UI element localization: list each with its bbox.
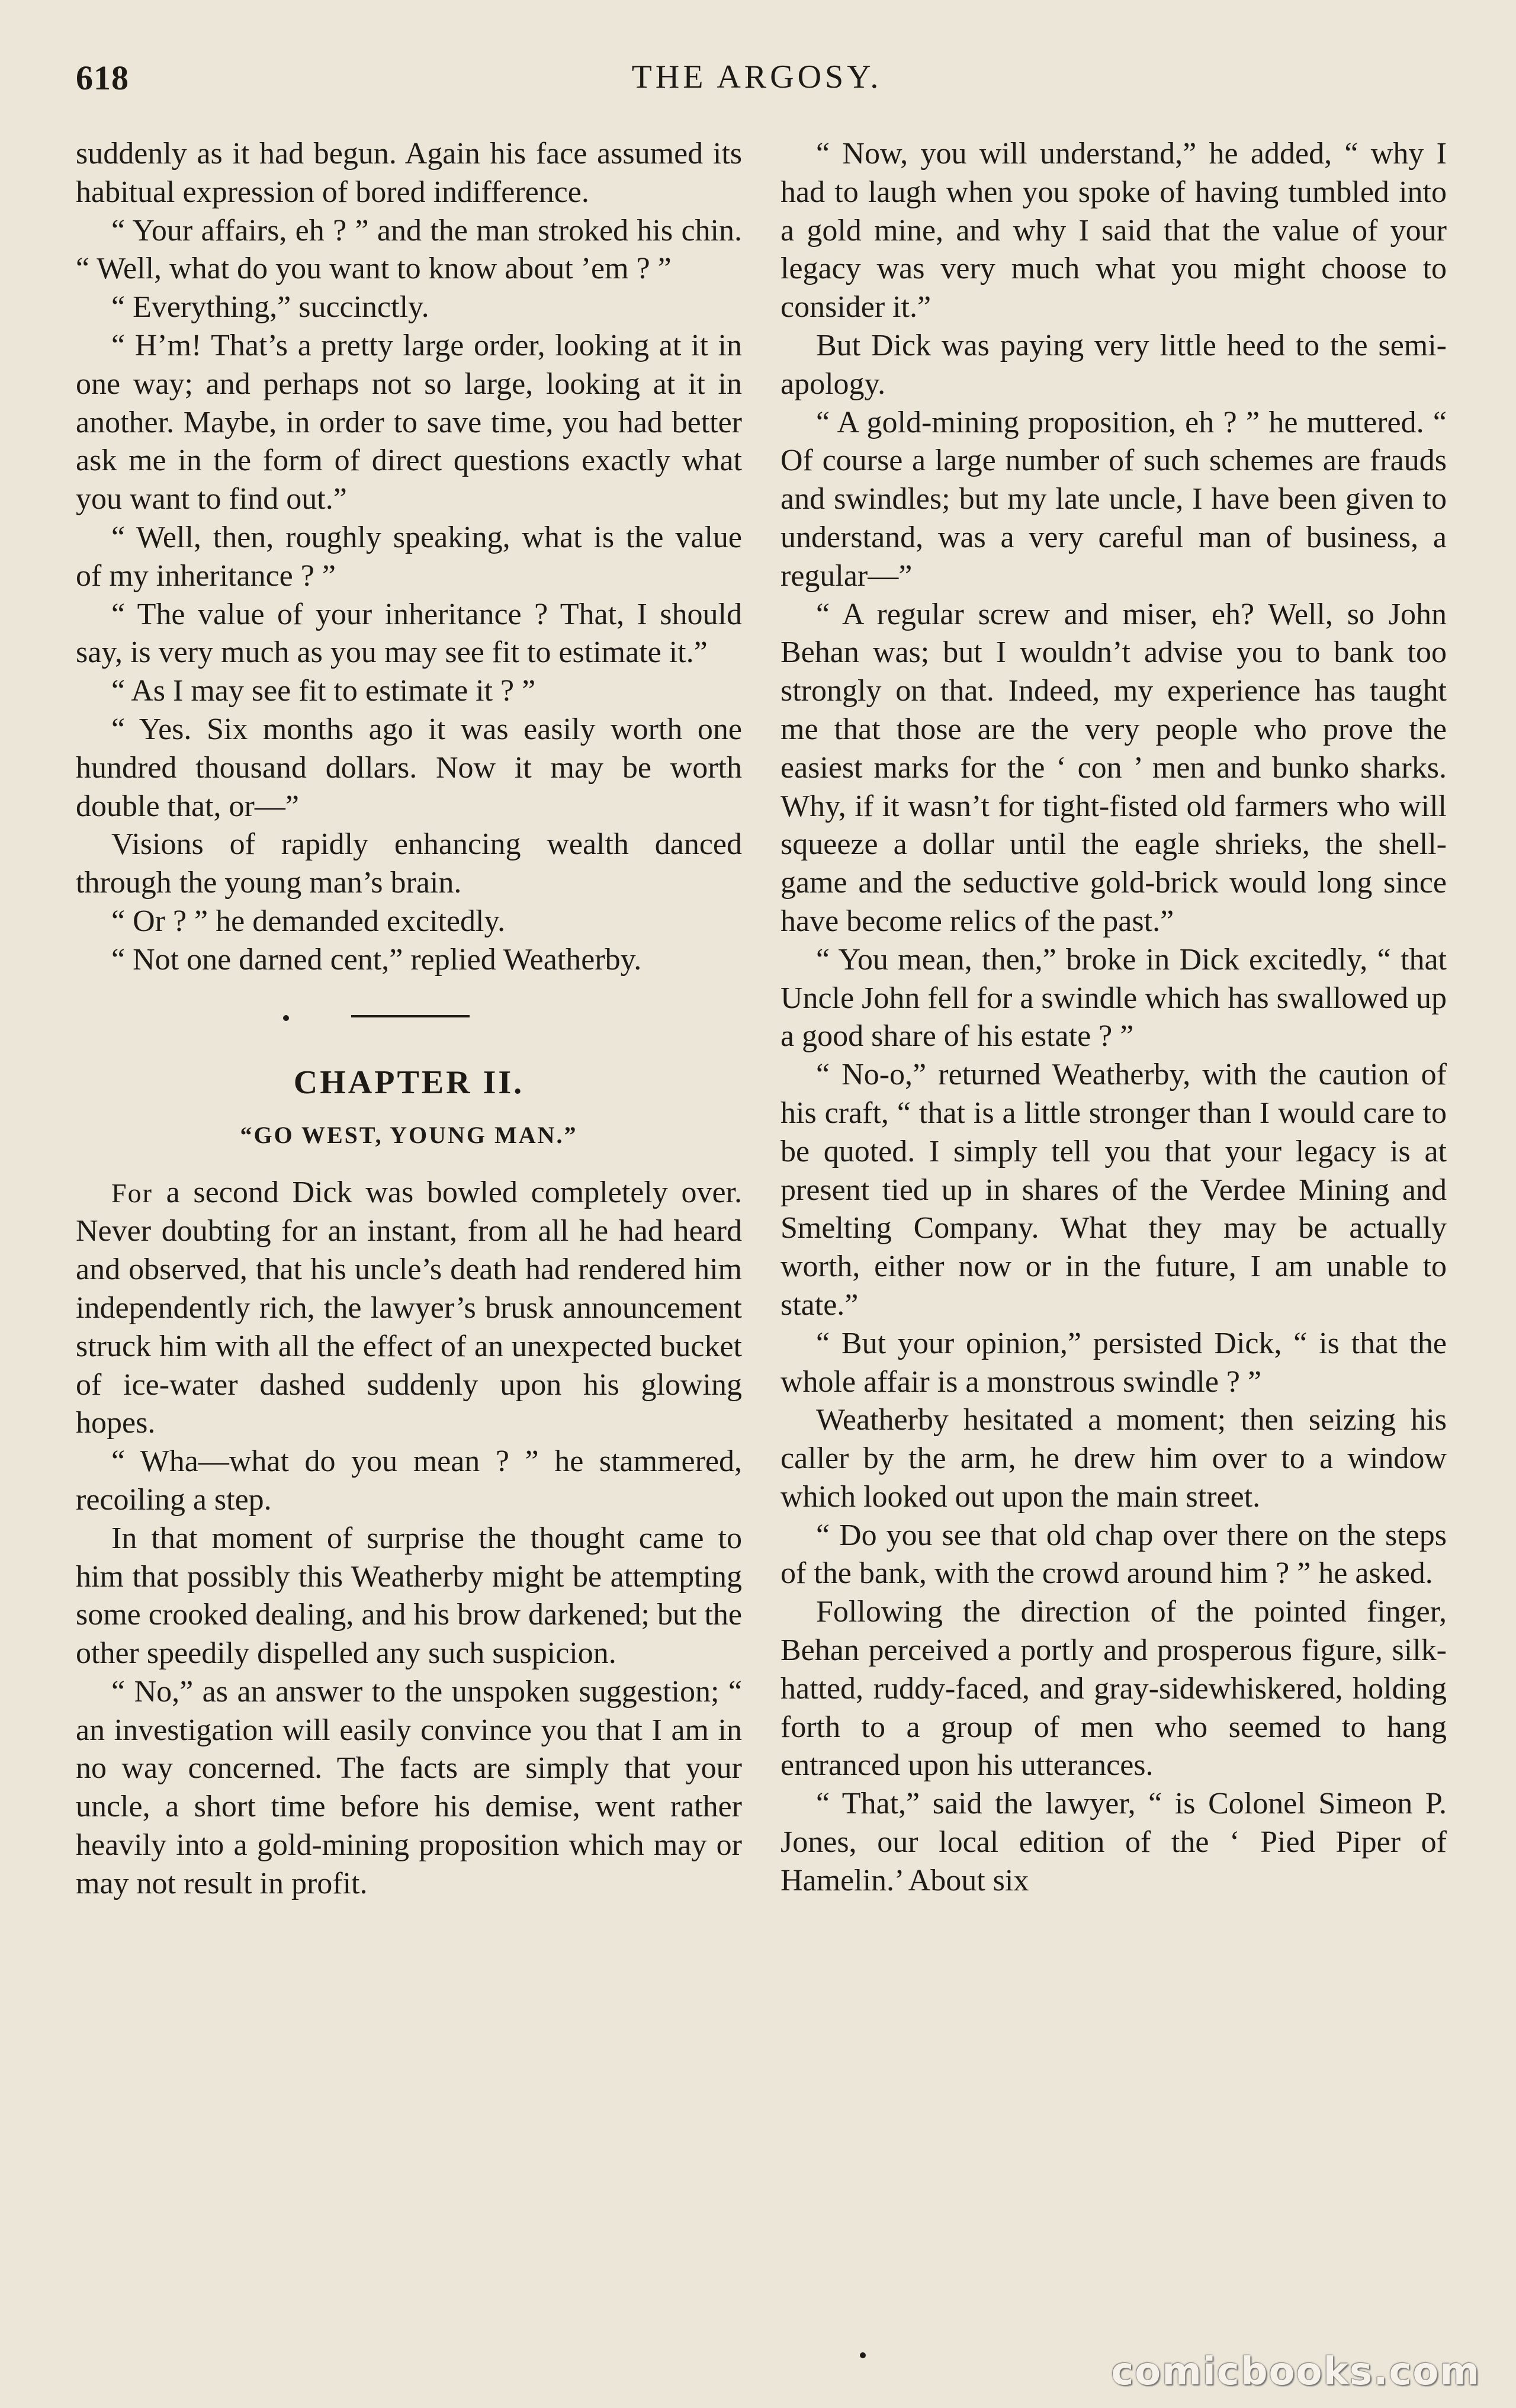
paragraph: “ H’m! That’s a pretty large order, looking at it in one way; and perhaps not so large, looking at it in another. Maybe, in order to save time, you had better ask me in the form of direct questions exactly what you want to find out.” bbox=[76, 328, 742, 516]
left-column bbox=[76, 135, 742, 1903]
paragraph: In that moment of surprise the thought came to him that possibly this Weatherby might be attempting some crooked dealing, and his brow darkened; but the other speedily dispelled any such suspicion. bbox=[76, 1521, 742, 1671]
paragraph: “ Or ? ” he demanded excitedly. bbox=[111, 904, 506, 938]
paragraph: Following the direction of the pointed finger, Behan perceived a portly and prosperous figure, silk-hatted, ruddy-faced, and gray-sidewhiskered, holding forth to a group of men who seemed to hang entranced upon his utterances. bbox=[781, 1595, 1447, 1783]
paragraph: suddenly as it had begun. Again his face assumed its habitual expression of bored indifference. bbox=[76, 137, 742, 209]
section-divider bbox=[76, 980, 742, 1057]
page-header bbox=[76, 58, 1438, 105]
paragraph: “ As I may see fit to estimate it ? ” bbox=[111, 674, 536, 708]
opening-text: a second Dick was bowled completely over. Never doubting for an instant, from all he had heard and observed, that his uncle’s death had rendered him independently rich, the lawyer’s brusk announcement struck him with all the effect of an unexpected bucket of ice-water dashed suddenly upon his glowing hopes. bbox=[76, 1175, 742, 1440]
paragraph: “ Well, then, roughly speaking, what is the value of my inheritance ? ” bbox=[76, 520, 742, 593]
paragraph: “ No-o,” returned Weatherby, with the caution of his craft, “ that is a little stronger than I would care to be quoted. I simply tell you that your legacy is at present tied up in shares of the Verdee Mining and Smelting Company. What they may be actually worth, either now or in the future, I am unable to state.” bbox=[781, 1058, 1447, 1322]
right-column bbox=[781, 135, 1447, 1900]
watermark-logo: comicbooks.com bbox=[1111, 2350, 1480, 2394]
paragraph: “ That,” said the lawyer, “ is Colonel Simeon P. Jones, our local edition of the ‘ Pied Piper of Hamelin.’ About six bbox=[781, 1787, 1447, 1897]
paragraph: “ Do you see that old chap over there on the steps of the bank, with the crowd around him ? ” he asked. bbox=[781, 1518, 1447, 1591]
running-title: THE ARGOSY. bbox=[631, 59, 882, 95]
chapter-title: CHAPTER II. bbox=[293, 1064, 525, 1101]
footer-dot bbox=[860, 2352, 866, 2358]
paragraph: Weatherby hesitated a moment; then seizing his caller by the arm, he drew him over to a window which looked out upon the main street. bbox=[781, 1403, 1447, 1514]
divider-rule bbox=[351, 1015, 470, 1017]
paragraph: “ A gold-mining proposition, eh ? ” he muttered. “ Of course a large number of such schemes are frauds and swindles; but my late uncle, I have been given to understand, was a very careful man of business, a regular—” bbox=[781, 405, 1447, 593]
paragraph: “ But your opinion,” persisted Dick, “ is that the whole affair is a monstrous swindle ? ” bbox=[781, 1326, 1447, 1399]
paragraph: “ You mean, then,” broke in Dick excitedly, “ that Uncle John fell for a swindle which has swallowed up a good share of his estate ? ” bbox=[781, 942, 1447, 1054]
paragraph: “ Wha—what do you mean ? ” he stammered, recoiling a step. bbox=[76, 1444, 742, 1517]
paragraph: “ Now, you will understand,” he added, “ why I had to laugh when you spoke of having tumbled into a gold mine, and why I said that the value of your legacy was very much what you might choose to consider it.” bbox=[781, 137, 1447, 325]
paragraph: “ Everything,” succinctly. bbox=[111, 290, 429, 325]
opening-word: For bbox=[111, 1177, 153, 1208]
paragraph: But Dick was paying very little heed to the semi-apology. bbox=[781, 328, 1447, 401]
chapter-opening-paragraph bbox=[76, 1174, 742, 1443]
divider-dot bbox=[283, 1015, 289, 1021]
chapter-subtitle: “GO WEST, YOUNG MAN.” bbox=[240, 1121, 578, 1148]
paragraph: “ The value of your inheritance ? That, I should say, is very much as you may see fit to estimate it.” bbox=[76, 597, 742, 670]
paragraph: “ Your affairs, eh ? ” and the man stroked his chin. “ Well, what do you want to know about ’em ? ” bbox=[76, 213, 742, 286]
paragraph: Visions of rapidly enhancing wealth danced through the young man’s brain. bbox=[76, 827, 742, 900]
paragraph: “ Yes. Six months ago it was easily worth one hundred thousand dollars. Now it may be worth double that, or—” bbox=[76, 712, 742, 823]
paragraph: “ No,” as an answer to the unspoken suggestion; “ an investigation will easily convince you that I am in no way concerned. The facts are simply that your uncle, a short time before his demise, went rather heavily into a gold-mining proposition which may or may not result in profit. bbox=[76, 1674, 742, 1900]
page-number: 618 bbox=[76, 59, 129, 97]
paragraph: “ A regular screw and miser, eh? Well, so John Behan was; but I wouldn’t advise you to bank too strongly on that. Indeed, my experience has taught me that those are the very people who prove the easiest marks for the ‘ con ’ men and bunko sharks. Why, if it wasn’t for tight-fisted old farmers who will squeeze a dollar until the eagle shrieks, the shell-game and the seductive gold-brick would long since have become relics of the past.” bbox=[781, 597, 1447, 938]
paragraph: “ Not one darned cent,” replied Weatherby. bbox=[111, 942, 642, 977]
